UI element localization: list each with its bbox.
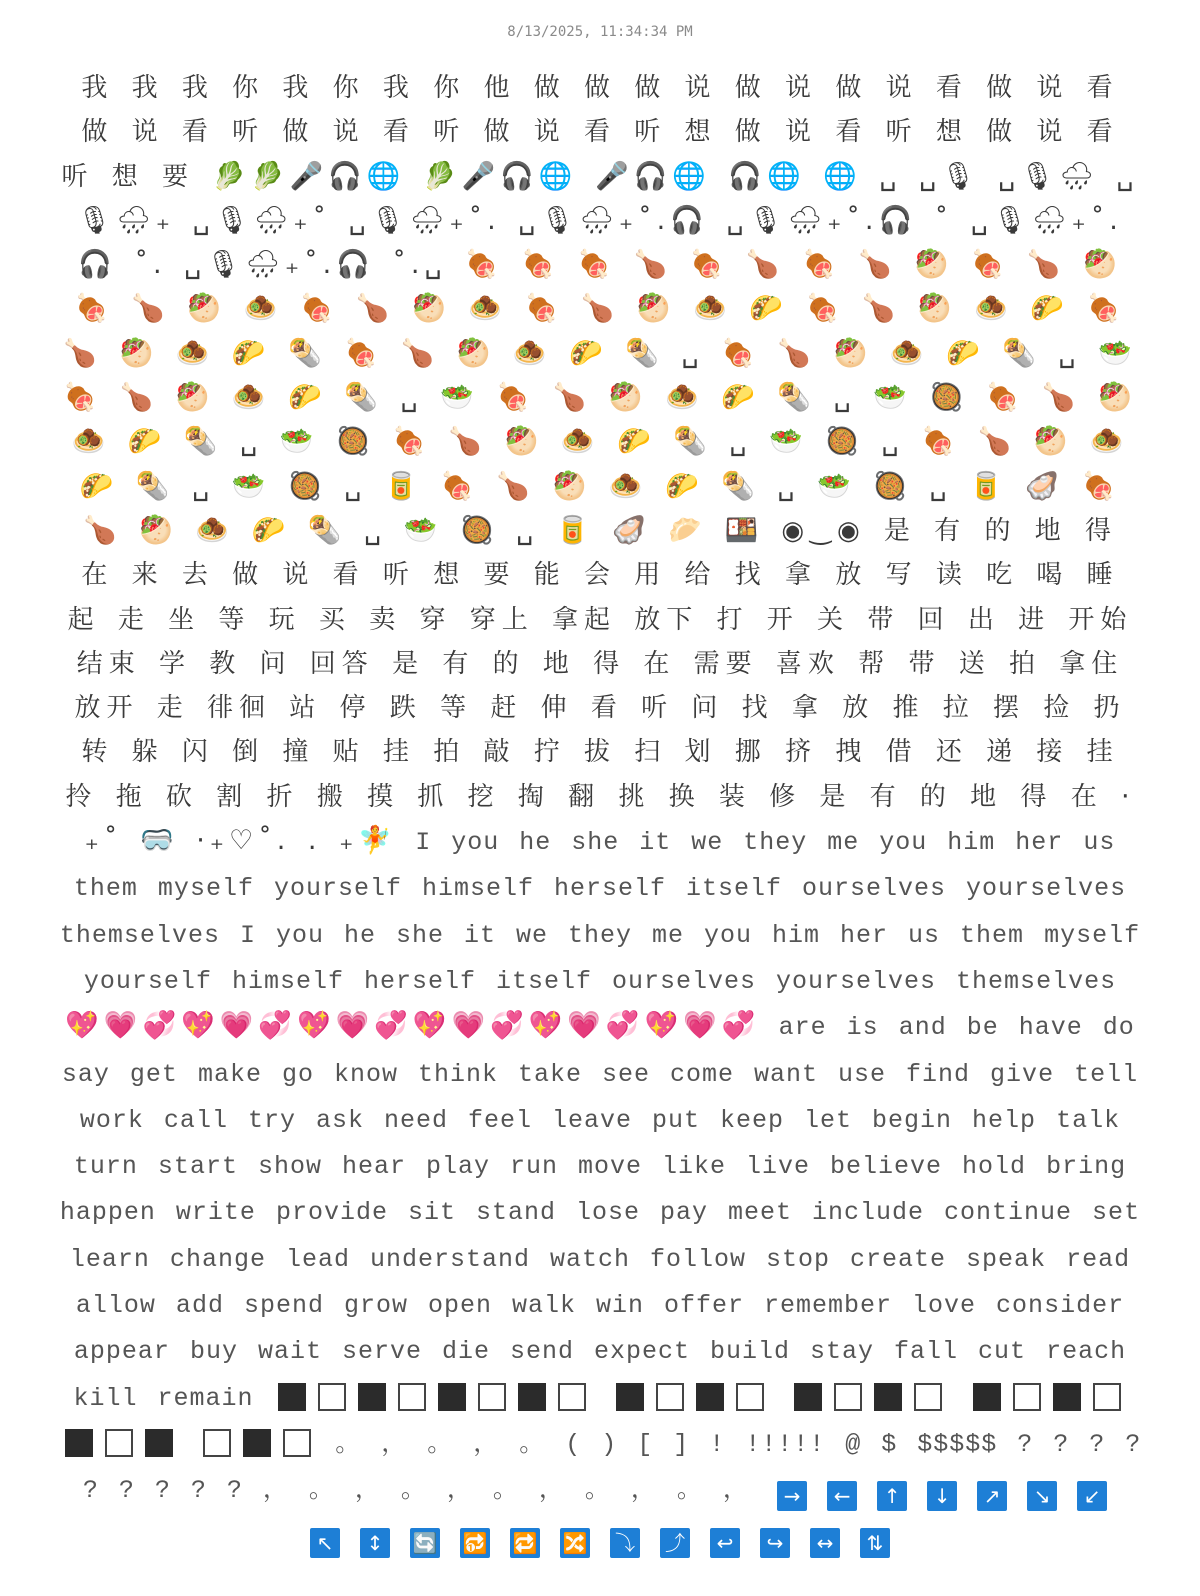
arrow-icon: ↑: [877, 1481, 907, 1511]
arrow-icon: ↪: [760, 1528, 790, 1558]
light-square: [558, 1383, 586, 1411]
arrow-icon: 🔁: [510, 1528, 540, 1558]
dark-square: [65, 1429, 93, 1457]
light-square: [203, 1429, 231, 1457]
dark-square: [973, 1383, 1001, 1411]
arrow-icon: 🔂: [460, 1528, 490, 1558]
timestamp: 8/13/2025, 11:34:34 PM: [507, 24, 693, 40]
dark-square: [794, 1383, 822, 1411]
arrow-icon: ↗: [977, 1481, 1007, 1511]
dark-square: [616, 1383, 644, 1411]
arrow-icon: ↙: [1077, 1481, 1107, 1511]
arrow-icon: ↘: [1027, 1481, 1057, 1511]
arrow-icon: ⤴: [660, 1528, 690, 1558]
emoji-sequence-food: 🍖 🍖 🍖 🍗 🍖 🍗 🍖 🍗 🥙 🍖 🍗 🥙 🍖 🍗 🥙 🧆 🍖 🍗 🥙 🧆 🍖 🍗 🥙 🧆 🌮 🍖 🍗 🥙 🧆 🌮 🍖 🍗 🥙 🧆 🌮 🌯 🍖 🍗 🥙 🧆 🌮 🌯 ␣ 🍖 🍗 🥙 🧆 🌮 🌯 ␣ 🥗 🍖 🍗 🥙 🧆 🌮 🌯 ␣ 🥗 🍖 🍗 🥙 🧆 🌮 🌯 ␣ 🥗 🥘 🍖 🍗 🥙 🧆 🌮 🌯 ␣ 🥗 🥘 🍖 🍗 🥙 🧆 🌮 🌯 ␣ 🥗 🥘 ␣ 🍖 🍗 🥙 🧆 🌮 🌯 ␣ 🥗 🥘 ␣ 🥫 🍖 🍗 🥙 🧆 🌮 🌯 ␣ 🥗 🥘 ␣ 🥫 🦪 🍖 🍗 🥙 🧆 🌮 🌯 ␣ 🥗 🥘 ␣ 🥫 🦪 🥟 🍱: [63, 249, 1137, 546]
emoji-sequence-audio: 🥬🥬🎤🎧🌐 🥬🎤🎧🌐 🎤🎧🌐 🎧🌐 🌐 ␣ ␣🎙 ␣🎙🌧 ␣🎙🌧₊ ␣🎙🌧₊˚ ␣🎙🌧₊˚. ␣🎙🌧₊˚.🎧 ␣🎙🌧₊˚.🎧 ˚ ␣🎙🌧₊˚.🎧 ˚. ␣🎙🌧₊˚.🎧 ˚.␣: [77, 160, 1139, 281]
light-square: [398, 1383, 426, 1411]
dark-square: [438, 1383, 466, 1411]
arrow-icon: ↕: [360, 1528, 390, 1558]
arrow-icon: 🔀: [560, 1528, 590, 1558]
light-square: [478, 1383, 506, 1411]
arrow-icon: ↓: [927, 1481, 957, 1511]
punctuation-sequence: 。 ， 。 ， 。 ( ) [ ] ! !!!!! @ $ $$$$$ ? ? ? ? ? ? ? ? ? ， 。 ， 。 ， 。 ， 。 ， 。 ，: [82, 1429, 1142, 1506]
chinese-verbs-list: ◉‿◉ 是 有 的 地 得 在 来 去 做 说 看 听 想 要 能 会 用 给 找 拿 放 写 读 吃 喝 睡 起 走 坐 等 玩 买 卖 穿 穿上 拿起 放下 打 开 关 带 回 出 进 开始 结束 学 教 问 回答 是 有 的 地 得 在 需要 喜欢 帮 带 送 拍 拿住 放开 走 徘徊 站 停 跌 等 赶 伸 看 听 问 找 拿 放 推 拉 摆 捡 扔 转 躲 闪 倒 撞 贴 挂 拍 敲 拧 拔 扫 划 挪 挤 拽 借 还 递 接 挂 拎 拖 砍 割 折 搬 摸 抓 挖 掏 翻 挑 换 装 修 是 有 的 地 得 在: [65, 515, 1133, 812]
arrow-icon: ↩: [710, 1528, 740, 1558]
arrow-icon: ⤵: [610, 1528, 640, 1558]
dark-square: [358, 1383, 386, 1411]
document-body: [58, 66, 1142, 1558]
light-square: [1013, 1383, 1041, 1411]
dark-square: [278, 1383, 306, 1411]
dark-square: [696, 1383, 724, 1411]
dark-square: [874, 1383, 902, 1411]
light-square: [1093, 1383, 1121, 1411]
emoji-hearts: 💖💗💞💖💗💞💖💗💞💖💗💞💖💗💞💖💗💞: [65, 1010, 761, 1042]
emoji-sparkles: ·₊˚ 🥽 ·₊♡˚. . ₊🧚: [84, 780, 1135, 857]
arrow-icon: →: [777, 1481, 807, 1511]
chinese-pronouns-verbs: 我 我 我 你 我 你 我 你 他 做 做 做 说 做 说 做 说 看 做 说 看 做 说 看 听 做 说 看 听 做 说 看 听 想 做 说 看 听 想 做 说 看 听 想 要: [61, 73, 1119, 192]
dark-square: [145, 1429, 173, 1457]
arrow-icon: ←: [827, 1481, 857, 1511]
light-square: [656, 1383, 684, 1411]
dark-square: [518, 1383, 546, 1411]
arrow-icon: ↖: [310, 1528, 340, 1558]
dark-square: [1053, 1383, 1081, 1411]
light-square: [736, 1383, 764, 1411]
dark-square: [243, 1429, 271, 1457]
english-verbs-list: are is and be have do say get make go know think take see come want use find give tell work call try ask need feel leave put keep let begin help talk turn start show hear play run move like live believe hold bring happen write provide sit stand lose pay meet include continue set learn change lead understand watch follow stop create speak read allow add spend grow open walk win offer remember love consider appear buy wait serve die send expect build stay fall cut reach kill remain: [59, 1013, 1141, 1413]
light-square: [283, 1429, 311, 1457]
light-square: [914, 1383, 942, 1411]
arrow-icon: ⇅: [860, 1528, 890, 1558]
arrow-icon: 🔄: [410, 1528, 440, 1558]
light-square: [834, 1383, 862, 1411]
light-square: [318, 1383, 346, 1411]
english-pronouns-list: I you he she it we they me you him her us them myself yourself himself herself itself ourselves yourselves themselves I you he she it we they me you him her us them myself yourself himself herself itself ourselves yourselves themselves: [59, 828, 1141, 996]
light-square: [105, 1429, 133, 1457]
arrow-icon: ↔: [810, 1528, 840, 1558]
